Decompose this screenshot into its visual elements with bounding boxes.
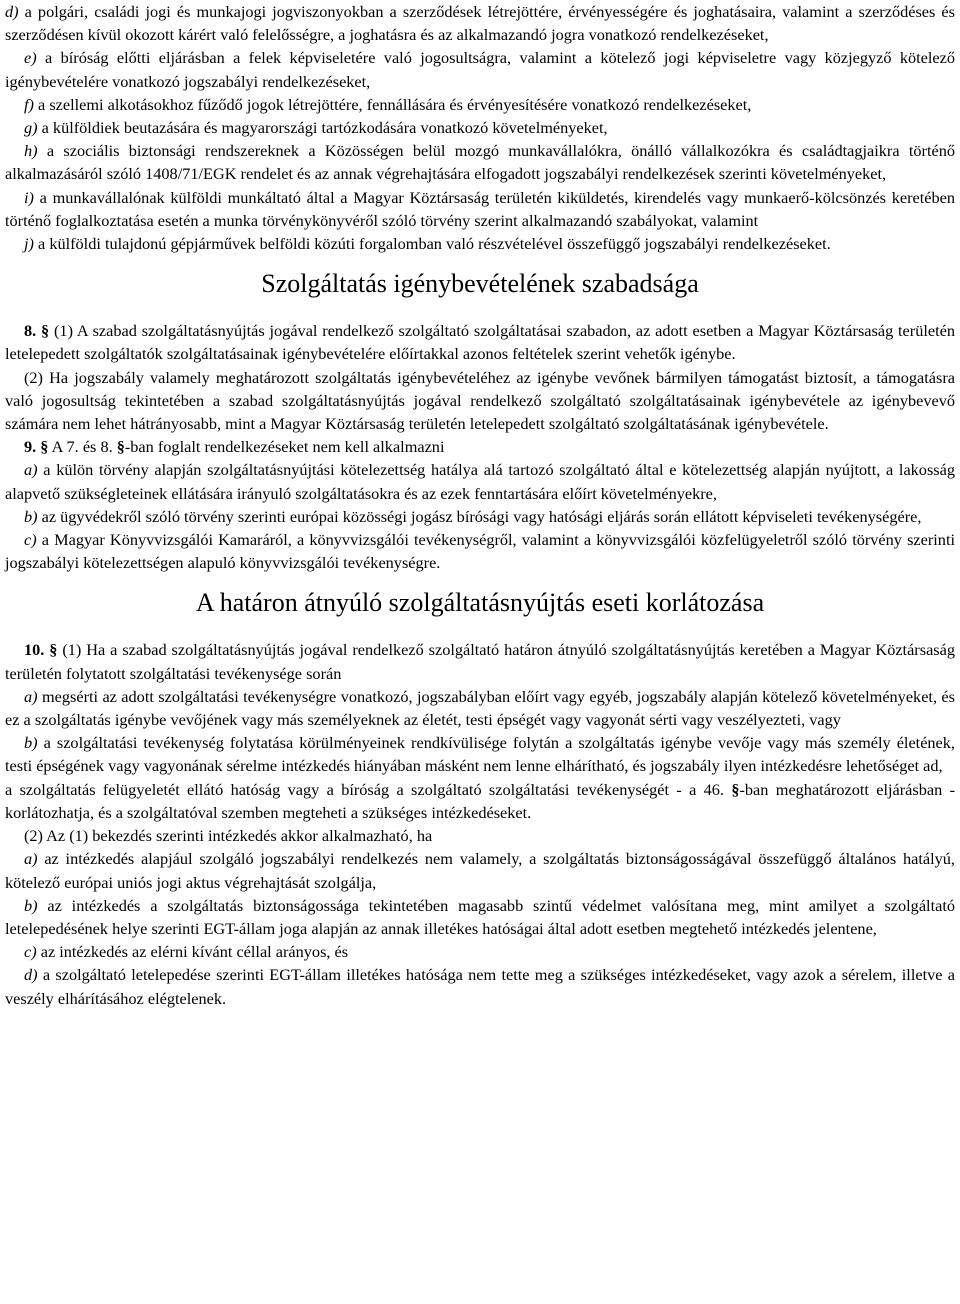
item-text: a bíróság előtti eljárásban a felek képviseletére való jogosultságra, valamint a kötelező jogi képviseletre vagy közjegyző kötelező igénybevételére vonatkozó jogszabályi rendelkezéseket, [5, 48, 955, 91]
paragraph-8-1 [5, 319, 955, 365]
paragraph-9 [5, 435, 955, 458]
paragraph-text: -ban meghatározott eljárásban - korlátozhatja, és a szolgáltatóval szemben megteheti a szükséges intézkedéseket. [5, 779, 956, 822]
item-10-2-b [5, 894, 955, 940]
item-text: a polgári, családi jogi és munkajogi jogviszonyokban a szerződések létrejöttére, érvényességére és joghatásaira, valamint a szerződéses és szerződésen kívül okozott kárért való felelősségre, a joghatásra és az alkalmazandó jogra vonatkozó rendelkezéseket, [5, 2, 955, 45]
item-label: d) [5, 2, 19, 21]
paragraph-10-continuation [5, 778, 955, 824]
paragraph-text: (1) Ha a szabad szolgáltatásnyújtás jogával rendelkező szolgáltató határon átnyúló szolgáltatásnyújtás keretében a Magyar Köztársaság területén folytatott szolgáltatási tevékenysége során [5, 640, 955, 683]
item-label: d) [24, 965, 38, 985]
item-label: c) [24, 942, 37, 962]
item-e [5, 46, 955, 92]
item-label: f) [24, 94, 34, 114]
paragraph-8-2: (2) Ha jogszabály valamely meghatározott szolgáltatás igénybevételéhez az igénybe vevőnek bármilyen támogatást biztosít, a támogatásra való jogosultság tekintetében a szabad szolgáltatásnyújtás jogával rendelkező szolgáltató szolgáltatásainak igénybevétele az igénybevevő számára nem lehet hátrányosabb, mint a Magyar Köztársaság területén letelepedett szolgáltató szolgáltatásának igénybevétele. [5, 367, 955, 434]
paragraph-sign: § [116, 437, 125, 457]
section-number: 9. [24, 437, 37, 457]
item-10-2-c [5, 940, 955, 963]
item-label: a) [24, 849, 38, 869]
paragraph-sign: § [731, 779, 740, 799]
item-text: a külföldiek beutazására és magyarországi tartózkodására vonatkozó követelményeket, [37, 118, 608, 138]
item-label: a) [24, 686, 38, 706]
item-text: a külföldi tulajdonú gépjárművek belföldi közúti forgalomban való részvételével összefüggő jogszabályi rendelkezéseket. [33, 234, 831, 254]
section-heading-2: A határon átnyúló szolgáltatásnyújtás eseti korlátozása [195, 588, 765, 618]
paragraph-text: a szolgáltatás felügyeletét ellátó hatóság vagy a bíróság a szolgáltató szolgáltatási tevékenységét - a 46. [5, 779, 732, 799]
item-text: az intézkedés a szolgáltatás biztonságossága tekintetében magasabb szintű védelmet valósítana meg, mint amilyet a szolgáltató letelepedésének helye szerinti EGT-állam joga alapján az annak illetékes hatóságai által adott esetben megtehető intézkedés jelentene, [5, 895, 955, 938]
item-text: a munkavállalónak külföldi munkáltató által a Magyar Köztársaság területén kiküldetés, kirendelés vagy munkaerő-kölcsönzés keretében történő foglalkoztatása esetén a munka törvénykönyvéről szóló törvény szerint alkalmazandó szabályokat, valamint [5, 187, 955, 230]
item-label: e) [24, 48, 37, 68]
item-text: a szolgáltató letelepedése szerinti EGT-állam illetékes hatósága nem tette meg a szükséges intézkedéseket, vagy azok a sérelem, illetve a veszély elhárításához elégtelenek. [5, 965, 955, 1008]
item-text: a szolgáltatási tevékenység folytatása körülményeinek rendkívülisége folytán a szolgáltatás igénybe vevője vagy más személy életének, testi épségének vagy vagyonának sérelme intézkedés hiányában másként nem lenne elhárítható, és jogszabály ilyen intézkedésre lehetőséget ad, [5, 733, 955, 776]
item-10-a [5, 685, 955, 731]
paragraph-text: (1) A szabad szolgáltatásnyújtás jogával rendelkező szolgáltató szolgáltatásai szabadon, az adott esetben a Magyar Köztársaság területén letelepedett szolgáltatók szolgáltatásainak igénybevételére előírtakkal azonos feltételek szerint vehetők igénybe. [5, 321, 955, 364]
paragraph-10-1 [5, 638, 955, 684]
item-label: b) [24, 733, 38, 753]
item-label: a) [24, 460, 38, 480]
paragraph-text: A 7. és 8. [48, 437, 117, 457]
paragraph-sign: § [49, 640, 58, 660]
paragraph-sign: § [41, 321, 50, 341]
item-10-b [5, 731, 955, 777]
item-text: a Magyar Könyvvizsgálói Kamaráról, a könyvvizsgálói tevékenységről, valamint a könyvvizsgálói közfelügyeletről szóló törvény szerinti jogszabályi kötelezettségen alapuló könyvvizsgálói tevékenységre. [5, 530, 955, 573]
item-j [5, 232, 955, 255]
item-label: c) [24, 530, 37, 550]
item-f [5, 93, 955, 116]
item-10-2-d [5, 963, 955, 1009]
item-label: i) [24, 187, 34, 207]
item-9-c [5, 528, 955, 574]
paragraph-sign: § [40, 437, 49, 457]
item-h [5, 139, 955, 185]
item-text: a szellemi alkotásokhoz fűződő jogok létrejöttére, fennállására és érvényesítésére vonatkozó rendelkezéseket, [33, 94, 752, 114]
paragraph-10-2: (2) Az (1) bekezdés szerinti intézkedés akkor alkalmazható, ha [24, 826, 433, 846]
item-text: az ügyvédekről szóló törvény szerinti európai közösségi jogász bírósági vagy hatósági eljárás során ellátott képviseleti tevékenységére, [37, 506, 922, 526]
item-text: az intézkedés az elérni kívánt céllal arányos, és [36, 942, 349, 962]
item-g [5, 116, 955, 139]
item-i [5, 186, 955, 232]
item-text: megsérti az adott szolgáltatási tevékenységre vonatkozó, jogszabályban előírt vagy egyéb, jogszabály alapján kötelező követelményeket, és ez a szolgáltatás igénybe vevőjének vagy más személyeknek az életét, testi épségét vagy vagyonát sérti vagy veszélyezteti, vagy [5, 686, 955, 730]
item-label: h) [24, 141, 38, 161]
item-9-a [5, 458, 955, 504]
item-label: j) [24, 234, 34, 254]
item-10-2-a [5, 847, 955, 893]
item-label: b) [24, 895, 38, 915]
item-label: b) [24, 506, 38, 526]
item-9-b [5, 505, 955, 528]
item-text: az intézkedés alapjául szolgáló jogszabályi rendelkezés nem valamely, a szolgáltatás biztonságosságával összefüggő általános hatályú, kötelező európai uniós jogi aktus végrehajtását szolgálja, [5, 849, 955, 892]
section-heading-1: Szolgáltatás igénybevételének szabadsága [261, 269, 699, 299]
section-number: 8. [24, 321, 37, 341]
paragraph-text: -ban foglalt rendelkezéseket nem kell alkalmazni [124, 437, 445, 457]
item-text: a külön törvény alapján szolgáltatásnyújtási kötelezettség hatálya alá tartozó szolgáltató által e kötelezettség alapján nyújtott, a lakosság alapvető szükségleteinek ellátására irányuló szolgáltatásokra és az ezek fenntartására előírt követelményekre, [5, 460, 955, 503]
item-d [5, 0, 955, 46]
item-text: a szociális biztonsági rendszereknek a Közösségen belül mozgó munkavállalókra, önálló vállalkozókra és családtagjaikra történő alkalmazásáról szóló 1408/71/EGK rendelet és az annak végrehajtására elfogadott jogszabályi rendelkezések szerinti követelményeket, [5, 141, 955, 184]
section-number: 10. [24, 640, 45, 660]
item-label: g) [24, 118, 38, 138]
